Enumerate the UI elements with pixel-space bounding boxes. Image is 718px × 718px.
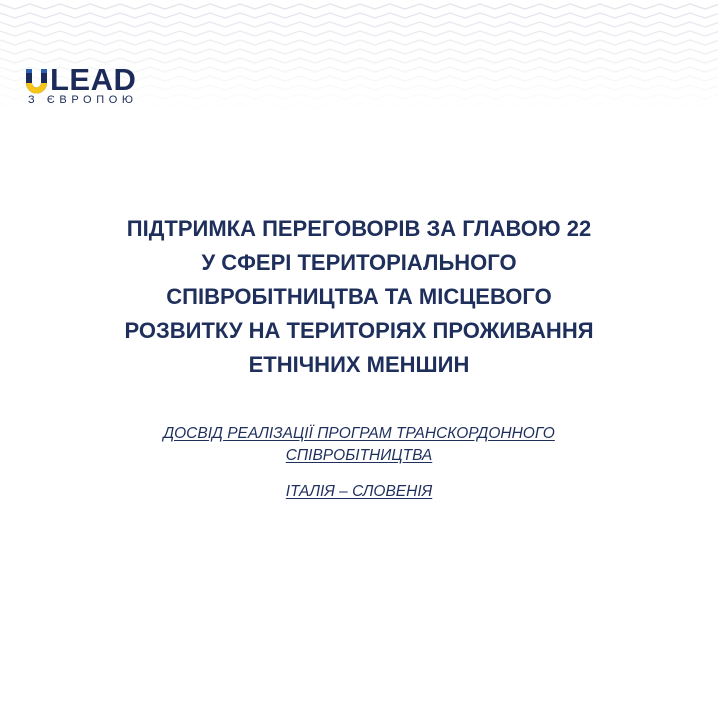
logo-u-icon — [26, 69, 47, 94]
zigzag-line — [0, 4, 718, 9]
document-subtitle — [60, 423, 658, 467]
ulead-logo — [26, 62, 166, 112]
logo-brand-text: LEAD — [50, 62, 137, 97]
zigzag-line — [0, 40, 718, 45]
document-title — [40, 212, 678, 382]
zigzag-line — [0, 49, 718, 54]
zigzag-line — [0, 13, 718, 18]
title-line: ЕТНІЧНИХ МЕНШИН — [248, 352, 470, 377]
logo-wordmark — [26, 62, 137, 97]
subtitle-line: ДОСВІД РЕАЛІЗАЦІЇ ПРОГРАМ ТРАНСКОРДОННОГО — [163, 425, 555, 442]
title-line: ПІДТРИМКА ПЕРЕГОВОРІВ ЗА ГЛАВОЮ 22 — [126, 216, 592, 241]
zigzag-line — [0, 22, 718, 27]
zigzag-line — [0, 31, 718, 36]
title-line: СПІВРОБІТНИЦТВА ТА МІСЦЕВОГО — [166, 284, 552, 309]
title-line: У СФЕРІ ТЕРИТОРІАЛЬНОГО — [201, 250, 517, 275]
subtitle-line: СПІВРОБІТНИЦТВА — [285, 447, 433, 464]
logo-tagline: З ЄВРОПОЮ — [28, 94, 138, 106]
document-countries: ІТАЛІЯ – СЛОВЕНІЯ — [285, 483, 433, 500]
title-line: РОЗВИТКУ НА ТЕРИТОРІЯХ ПРОЖИВАННЯ — [124, 318, 594, 343]
